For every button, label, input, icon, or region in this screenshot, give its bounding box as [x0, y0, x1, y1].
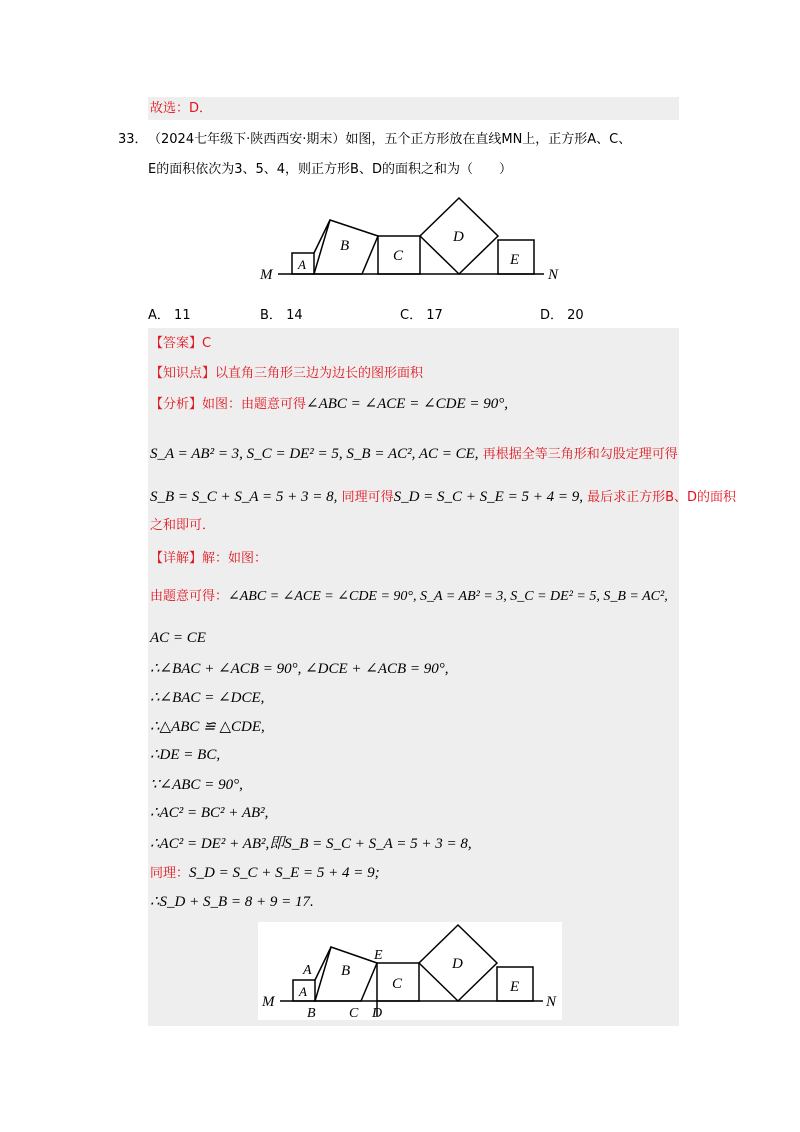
analysis-eq4: S_D = S_C + S_E = 5 + 4 = 9, [393, 489, 583, 505]
analysis-line3: S_B = S_C + S_A = 5 + 3 = 8, 同理可得S_D = S_C + S_E = 5 + 4 = 9, 最后求正方形B、D的面积 [150, 489, 737, 505]
question-text-line2: E的面积依次为3、5、4，则正方形B、D的面积之和为（ ） [148, 162, 512, 177]
answer-value: C [202, 336, 212, 351]
knowledge-line [150, 364, 423, 384]
detail-line6: ∴DE = BC, [150, 747, 221, 763]
label-square-A: A [299, 984, 307, 999]
question-text-line1: （2024七年级下·陕西西安·期末）如图，五个正方形放在直线MN上，正方形A、C、 [148, 132, 632, 147]
label-N: N [548, 267, 559, 283]
label-N: N [546, 994, 557, 1010]
option-b: B． 14 [260, 308, 303, 323]
detail-line-header: 【详解】解：如图： [150, 551, 268, 566]
label-square-D: D [452, 956, 463, 972]
knowledge-tag: 【知识点】 [150, 366, 216, 381]
previous-answer-block [148, 97, 679, 120]
label-square-D: D [453, 229, 464, 245]
figure-squares-on-line [250, 195, 570, 290]
analysis-line4: 之和即可． [150, 518, 216, 533]
label-point-A: A [303, 963, 312, 978]
analysis-line1: 【分析】如图：由题意可得∠ABC = ∠ACE = ∠CDE = 90°, [150, 396, 509, 412]
label-M: M [262, 994, 275, 1010]
question-number: 33． [118, 132, 148, 147]
detail-line10: 同理：S_D = S_C + S_E = 5 + 4 = 9; [150, 865, 380, 881]
label-square-C: C [392, 976, 403, 992]
knowledge-text: 以直角三角形三边为边长的图形面积 [215, 366, 424, 381]
detail-tag: 【详解】 [150, 551, 203, 566]
detail-line9: ∴AC² = DE² + AB²,即S_B = S_C + S_A = 5 + 3 = 8, [150, 836, 472, 852]
label-point-D: D [372, 1006, 383, 1020]
label-point-E: E [374, 948, 383, 963]
label-point-B: B [307, 1006, 316, 1020]
detail-line4: ∴∠BAC = ∠DCE, [150, 690, 265, 706]
detail-line8: ∴AC² = BC² + AB², [150, 805, 269, 821]
figure-solution-labeled [258, 922, 562, 1020]
label-point-C: C [349, 1006, 359, 1020]
detail-line1: 由题意可得：∠ABC = ∠ACE = ∠CDE = 90°, S_A = AB² = 3, S_C = DE² = 5, S_B = AC², [150, 589, 668, 604]
answer-tag: 【答案】 [150, 336, 203, 351]
detail-line7: ∵∠ABC = 90°, [150, 777, 243, 793]
analysis-eq3: S_B = S_C + S_A = 5 + 3 = 8, [150, 489, 338, 505]
previous-answer-note: 故选：D． [150, 101, 213, 116]
label-square-E: E [510, 979, 520, 995]
analysis-eq1: ∠ABC = ∠ACE = ∠CDE = 90°, [306, 396, 509, 412]
detail-line3: ∴∠BAC + ∠ACB = 90°, ∠DCE + ∠ACB = 90°, [150, 661, 449, 677]
answer-line [150, 334, 211, 354]
option-d: D． 20 [540, 308, 584, 323]
label-square-E: E [510, 252, 520, 268]
analysis-eq2: S_A = AB² = 3, S_C = DE² = 5, S_B = AC², AC = CE, [150, 446, 479, 462]
label-square-C: C [393, 248, 404, 264]
label-square-B: B [340, 238, 350, 254]
analysis-tag: 【分析】 [150, 397, 203, 412]
label-M: M [260, 267, 273, 283]
label-square-A: A [298, 257, 306, 272]
label-square-B: B [341, 963, 351, 979]
analysis-line2: S_A = AB² = 3, S_C = DE² = 5, S_B = AC², AC = CE, 再根据全等三角形和勾股定理可得 [150, 446, 678, 462]
detail-line11: ∴S_D + S_B = 8 + 9 = 17. [150, 894, 314, 910]
detail-line2: AC = CE [150, 630, 206, 646]
detail-line5: ∴△ABC ≌ △CDE, [150, 719, 265, 735]
option-c: C． 17 [400, 308, 443, 323]
option-a: A． 11 [148, 308, 191, 323]
